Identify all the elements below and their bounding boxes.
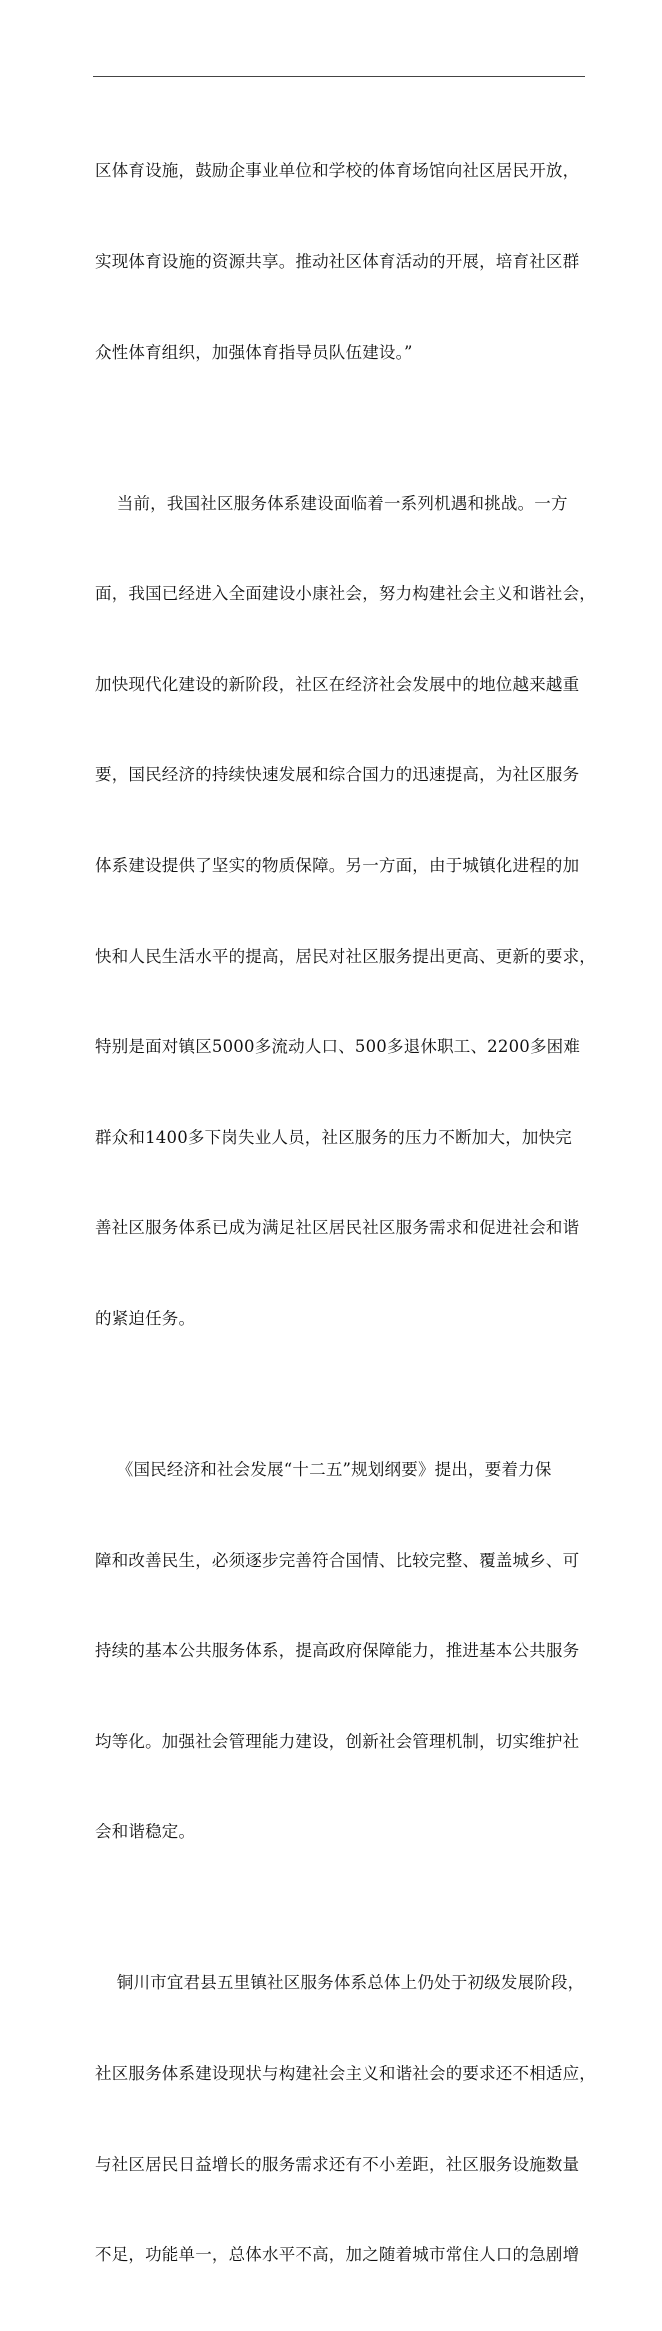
document-body (95, 96, 596, 2331)
text-line: 区体育设施，鼓励企事业单位和学校的体育场馆向社区居民开放， (95, 161, 580, 181)
text-line: 众性体育组织，加强体育指导员队伍建设。” (95, 342, 413, 362)
text-line: 的紧迫任务。 (95, 1308, 196, 1328)
text-line: 铜川市宜君县五里镇社区服务体系总体上仍处于初级发展阶段， (95, 1973, 585, 1993)
text-line: 均等化。加强社会管理能力建设，创新社会管理机制，切实维护社 (95, 1731, 580, 1751)
text-line: 与社区居民日益增长的服务需求还有不小差距，社区服务设施数量 (95, 2154, 580, 2174)
paragraph-4 (95, 1908, 596, 2331)
text-line: 体系建设提供了坚实的物质保障。另一方面，由于城镇化进程的加 (95, 855, 580, 875)
text-line: 《国民经济和社会发展“十二五”规划纲要》提出，要着力保 (95, 1459, 552, 1479)
text-line: 社区服务体系建设现状与构建社会主义和谐社会的要求还不相适应， (95, 2063, 596, 2083)
text-line: 面，我国已经进入全面建设小康社会，努力构建社会主义和谐社会， (95, 584, 596, 604)
text-line: 持续的基本公共服务体系，提高政府保障能力，推进基本公共服务 (95, 1641, 580, 1661)
text-line: 特别是面对镇区5000多流动人口、500多退休职工、2200多困难 (95, 1037, 581, 1057)
text-line: 加快现代化建设的新阶段，社区在经济社会发展中的地位越来越重 (95, 674, 580, 694)
text-line: 善社区服务体系已成为满足社区居民社区服务需求和促进社会和谐 (95, 1218, 580, 1238)
text-line: 要，国民经济的持续快速发展和综合国力的迅速提高，为社区服务 (95, 765, 580, 785)
text-line: 不足，功能单一，总体水平不高，加之随着城市常住人口的急剧增 (95, 2245, 580, 2265)
text-line: 障和改善民生，必须逐步完善符合国情、比较完整、覆盖城乡、可 (95, 1550, 580, 1570)
header-rule (93, 76, 585, 77)
text-line: 当前，我国社区服务体系建设面临着一系列机遇和挑战。一方 (95, 493, 568, 513)
text-line: 会和谐稳定。 (95, 1822, 196, 1842)
paragraph-2 (95, 428, 596, 1394)
text-line: 群众和1400多下岗失业人员，社区服务的压力不断加大，加快完 (95, 1127, 572, 1147)
text-line: 实现体育设施的资源共享。推动社区体育活动的开展，培育社区群 (95, 252, 580, 271)
paragraph-1 (95, 96, 587, 428)
text-line: 快和人民生活水平的提高，居民对社区服务提出更高、更新的要求， (95, 946, 596, 966)
paragraph-3 (95, 1395, 587, 1908)
